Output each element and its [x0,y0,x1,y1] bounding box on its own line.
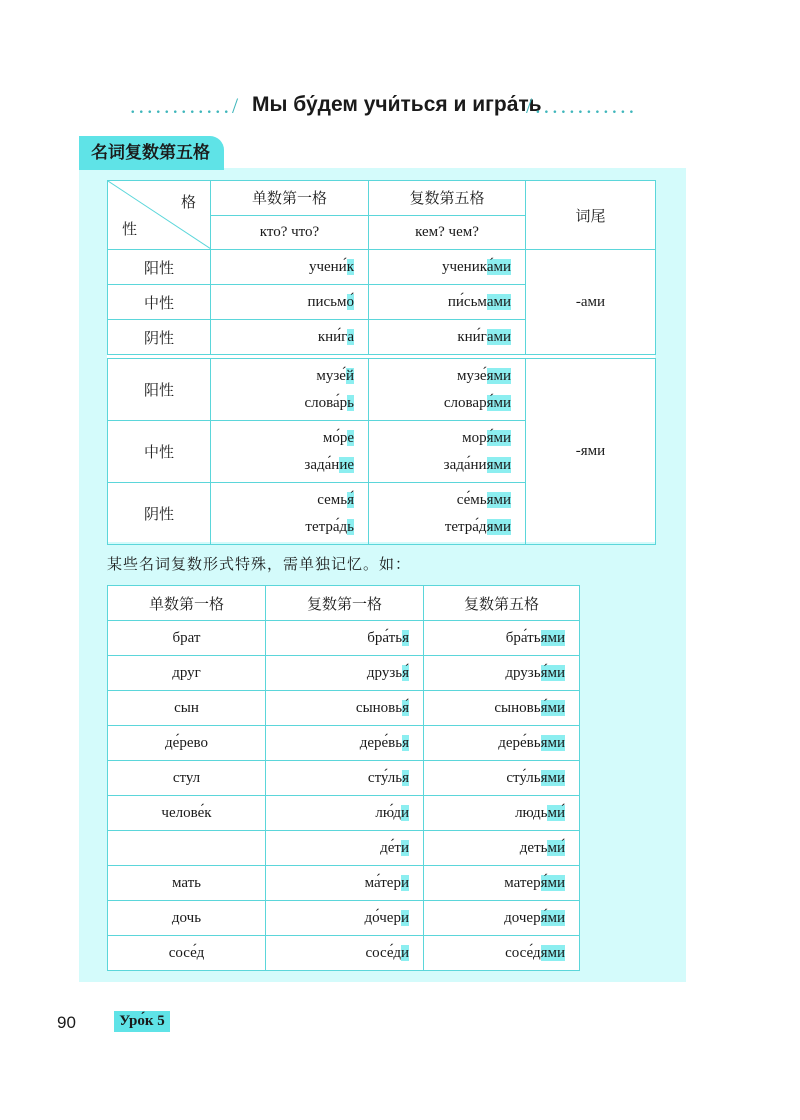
plural-nom-cell: сту́лья [266,761,424,796]
plural-ins-cell: друзья́ми [424,656,580,691]
page-title: Мы бу́дем учи́ться и игра́ть [252,93,542,116]
singular-cell: кни́га [211,320,369,355]
table-row [108,866,580,901]
singular-cell: дочь [108,901,266,936]
singular-cell: мать [108,866,266,901]
table-row [108,936,580,971]
plural-nom-cell: лю́ди [266,796,424,831]
header-plural: 复数第五格 [369,181,526,216]
plural-nom-cell: де́ти [266,831,424,866]
irregular-plural-table [107,585,580,971]
plural-ins-cell: сыновья́ми [424,691,580,726]
page-number: 90 [57,1013,76,1032]
gender-cell: 阴性 [108,320,211,355]
table-row [108,761,580,796]
table-row [108,796,580,831]
ending-yami: -ями [526,359,656,545]
gender-cell: 中性 [108,285,211,320]
gender-cell: 阴性 [108,483,211,545]
singular-cell: сын [108,691,266,726]
section-heading: 名词复数第五格 [79,136,224,170]
title-dots-right: /............ [526,93,638,118]
plural-ins-cell: бра́тьями [424,621,580,656]
header-singular-question: кто? что? [211,215,369,250]
header-plural-ins: 复数第五格 [424,586,580,621]
plural-cell: се́мьями тетра́дями [369,483,526,545]
plural-nom-cell: сыновья́ [266,691,424,726]
plural-nom-cell: сосе́ди [266,936,424,971]
singular-cell: челове́к [108,796,266,831]
plural-nom-cell: ма́тери [266,866,424,901]
ending-ami: -ами [526,250,656,355]
singular-cell: музе́й слова́рь [211,359,369,421]
table-row [108,831,580,866]
singular-cell: брат [108,621,266,656]
singular-cell: стул [108,761,266,796]
plural-cell: кни́гами [369,320,526,355]
table-row [108,621,580,656]
gender-cell: 中性 [108,421,211,483]
singular-cell: письмо́ [211,285,369,320]
lesson-badge: Уро́к 5 [114,1011,170,1032]
table-row [108,656,580,691]
title-row [0,93,800,127]
plural-ins-cell: дере́вьями [424,726,580,761]
plural-ins-cell: матеря́ми [424,866,580,901]
plural-nom-cell: бра́тья [266,621,424,656]
singular-cell: мо́ре зада́ние [211,421,369,483]
table-row [108,691,580,726]
singular-cell [108,831,266,866]
header-plural-question: кем? чем? [369,215,526,250]
diagonal-header-cell [108,181,211,250]
header-ending: 词尾 [526,181,656,250]
plural-cell: музе́ями словаря́ми [369,359,526,421]
plural-cell: ученика́ми [369,250,526,285]
declension-table [107,180,656,545]
table-row [108,726,580,761]
header-singular: 单数第一格 [211,181,369,216]
table-row [108,901,580,936]
diag-label-case: 格 [180,193,196,211]
plural-cell: моря́ми зада́ниями [369,421,526,483]
header-singular-nom: 单数第一格 [108,586,266,621]
plural-nom-cell: до́чери [266,901,424,936]
plural-ins-cell: сосе́дями [424,936,580,971]
special-forms-note: 某些名词复数形式特殊，需单独记忆。如： [107,555,412,573]
plural-ins-cell: сту́льями [424,761,580,796]
singular-cell: де́рево [108,726,266,761]
diag-label-gender: 性 [122,220,138,238]
singular-cell: сосе́д [108,936,266,971]
singular-cell: учени́к [211,250,369,285]
plural-ins-cell: людьми́ [424,796,580,831]
plural-nom-cell: дере́вья [266,726,424,761]
plural-ins-cell: дочеря́ми [424,901,580,936]
title-dots-left: ............/ [130,93,242,118]
plural-cell: пи́сьмами [369,285,526,320]
plural-nom-cell: друзья́ [266,656,424,691]
singular-cell: семья́ тетра́дь [211,483,369,545]
gender-cell: 阳性 [108,250,211,285]
header-plural-nom: 复数第一格 [266,586,424,621]
singular-cell: друг [108,656,266,691]
gender-cell: 阳性 [108,359,211,421]
plural-ins-cell: детьми́ [424,831,580,866]
